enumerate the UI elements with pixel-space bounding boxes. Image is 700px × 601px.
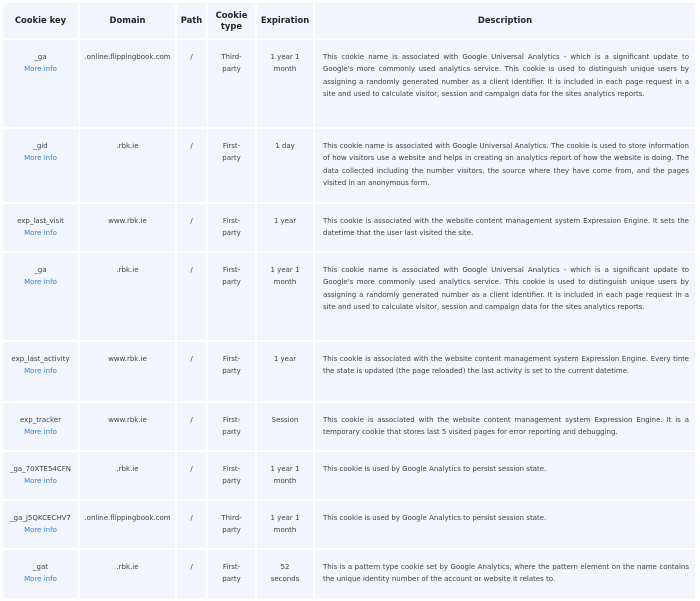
more-info-link[interactable]: More info <box>24 367 57 376</box>
expiration-cell <box>257 403 315 452</box>
expiration-cell <box>257 342 315 403</box>
expiration-cell <box>257 129 315 204</box>
cookie-type-line2: party <box>222 575 241 584</box>
table-row <box>3 342 695 403</box>
cookie-type-cell <box>208 40 257 129</box>
more-info-link[interactable]: More info <box>24 477 57 486</box>
path-cell: / <box>177 403 208 452</box>
expiration-cell <box>257 204 315 253</box>
cookie-key: exp_last_visit <box>17 217 64 225</box>
header-cookie-key: Cookie key <box>3 3 80 40</box>
path-cell: / <box>177 129 208 204</box>
more-info-link[interactable]: More info <box>24 428 57 437</box>
cookie-type-line1: First- <box>222 217 241 225</box>
cookie-type-cell <box>208 452 257 501</box>
table-row <box>3 501 695 550</box>
cookie-type-line1: Third- <box>221 514 242 522</box>
domain-cell: .online.flippingbook.com <box>80 40 177 129</box>
expiration-cell <box>257 501 315 550</box>
cookie-key: _gid <box>33 142 48 150</box>
cookie-type-line1: First- <box>222 266 241 274</box>
expiration-line1: Session <box>271 416 299 424</box>
more-info-link[interactable]: More info <box>24 154 57 163</box>
description-cell: This cookie is associated with the website content management system Expression Engine. Every time the state is updated (the page reloaded) the last activity is set to the current datetime. <box>315 342 695 403</box>
path-cell: / <box>177 342 208 403</box>
cookie-type-line1: First- <box>222 563 241 571</box>
table-row <box>3 550 695 600</box>
cookie-type-line2: party <box>222 229 241 238</box>
cookie-type-line1: Third- <box>221 53 242 61</box>
cookie-key-cell <box>3 501 80 550</box>
path-cell: / <box>177 501 208 550</box>
cookie-type-cell <box>208 403 257 452</box>
more-info-link[interactable]: More info <box>24 229 57 238</box>
cookie-table <box>3 3 695 600</box>
domain-cell: .rbk.ie <box>80 550 177 600</box>
table-row <box>3 204 695 253</box>
expiration-cell <box>257 40 315 129</box>
cookie-key-cell <box>3 550 80 600</box>
description-cell: This cookie name is associated with Google Universal Analytics - which is a significant update to Google's more commonly used analytics service. This cookie is used to distinguish unique users by assigning a randomly generated number as a client identifier. It is included in each page request in a site and used to calculate visitor, session and campaign data for the sites analytics reports. <box>315 40 695 129</box>
domain-cell: .online.flippingbook.com <box>80 501 177 550</box>
expiration-line2: month <box>273 526 297 535</box>
description-cell: This cookie is associated with the website content management system Expression Engine. It sets the datetime that the user last visited the site. <box>315 204 695 253</box>
header-description: Description <box>315 3 695 40</box>
cookie-type-line1: First- <box>222 355 241 363</box>
cookie-type-line2: party <box>222 278 241 287</box>
expiration-line2: month <box>273 65 297 74</box>
domain-cell: .rbk.ie <box>80 253 177 342</box>
expiration-line1: 1 year <box>273 355 297 363</box>
header-domain: Domain <box>80 3 177 40</box>
cookie-type-line2: party <box>222 65 241 74</box>
cookie-key-cell <box>3 253 80 342</box>
cookie-key-cell <box>3 40 80 129</box>
domain-cell: www.rbk.ie <box>80 403 177 452</box>
cookie-key-cell <box>3 403 80 452</box>
cookie-key-cell <box>3 342 80 403</box>
cookie-key: _ga <box>34 53 47 61</box>
path-cell: / <box>177 452 208 501</box>
expiration-cell <box>257 452 315 501</box>
expiration-line1: 1 year 1 <box>270 53 300 61</box>
table-body <box>3 40 695 600</box>
cookie-key-cell <box>3 129 80 204</box>
cookie-key-cell <box>3 204 80 253</box>
expiration-line1: 52 <box>280 563 290 571</box>
cookie-key: _ga <box>34 266 47 274</box>
table-row <box>3 253 695 342</box>
expiration-line2: month <box>273 477 297 486</box>
domain-cell: www.rbk.ie <box>80 342 177 403</box>
cookie-table-container <box>3 3 695 600</box>
cookie-type-line2: party <box>222 367 241 376</box>
cookie-type-line2: party <box>222 154 241 163</box>
cookie-type-cell <box>208 253 257 342</box>
cookie-key: exp_tracker <box>19 416 62 424</box>
cookie-key: exp_last_activity <box>11 355 70 363</box>
description-cell: This is a pattern type cookie set by Google Analytics, where the pattern element on the name contains the unique identity number of the account or website it relates to. <box>315 550 695 600</box>
table-row <box>3 40 695 129</box>
cookie-type-cell <box>208 550 257 600</box>
description-cell: This cookie is used by Google Analytics to persist session state. <box>315 452 695 501</box>
cookie-type-cell <box>208 204 257 253</box>
cookie-type-line2: party <box>222 526 241 535</box>
cookie-type-cell <box>208 342 257 403</box>
expiration-line1: 1 year 1 <box>270 465 300 473</box>
more-info-link[interactable]: More info <box>24 575 57 584</box>
path-cell: / <box>177 253 208 342</box>
description-cell: This cookie name is associated with Google Universal Analytics. The cookie is used to store information of how visitors use a website and helps in creating an analytics report of how the website is doing. The data collected including the number visitors, the source where they have come from, and the pages visited in an anonymous form. <box>315 129 695 204</box>
cookie-type-line1: First- <box>222 465 241 473</box>
more-info-link[interactable]: More info <box>24 65 57 74</box>
expiration-line1: 1 year <box>273 217 297 225</box>
table-row <box>3 129 695 204</box>
more-info-link[interactable]: More info <box>24 526 57 535</box>
cookie-key: _gat <box>33 563 48 571</box>
path-cell: / <box>177 204 208 253</box>
cookie-type-line1: First- <box>222 416 241 424</box>
header-cookie-type <box>208 3 257 40</box>
expiration-line1: 1 year 1 <box>270 514 300 522</box>
expiration-line1: 1 year 1 <box>270 266 300 274</box>
expiration-cell <box>257 550 315 600</box>
description-cell: This cookie is associated with the website content management system Expression Engine. It is a temporary cookie that stores last 5 visited pages for error reporting and debugging. <box>315 403 695 452</box>
header-cookie-type-line2: type <box>220 20 243 31</box>
table-header <box>3 3 695 40</box>
expiration-line1: 1 day <box>275 142 295 150</box>
cookie-type-line2: party <box>222 477 241 486</box>
more-info-link[interactable]: More info <box>24 278 57 287</box>
domain-cell: .rbk.ie <box>80 129 177 204</box>
path-cell: / <box>177 40 208 129</box>
header-row <box>3 3 695 40</box>
cookie-key: _ga_J5QKCECHV7 <box>10 514 71 522</box>
cookie-type-cell <box>208 501 257 550</box>
expiration-line2: month <box>273 278 297 287</box>
cookie-key: _ga_70XTE54CFN <box>9 465 72 473</box>
header-cookie-type-line1: Cookie <box>215 9 248 20</box>
description-cell: This cookie name is associated with Google Universal Analytics - which is a significant update to Google's more commonly used analytics service. This cookie is used to distinguish unique users by assigning a randomly generated number as a client identifier. It is included in each page request in a site and used to calculate visitor, session and campaign data for the sites analytics reports. <box>315 253 695 342</box>
cookie-key-cell <box>3 452 80 501</box>
cookie-type-line1: First- <box>222 142 241 150</box>
table-row <box>3 403 695 452</box>
cookie-type-line2: party <box>222 428 241 437</box>
domain-cell: www.rbk.ie <box>80 204 177 253</box>
description-cell: This cookie is used by Google Analytics to persist session state. <box>315 501 695 550</box>
cookie-type-cell <box>208 129 257 204</box>
domain-cell: .rbk.ie <box>80 452 177 501</box>
table-row <box>3 452 695 501</box>
expiration-line2: seconds <box>270 575 300 584</box>
header-path: Path <box>177 3 208 40</box>
header-expiration: Expiration <box>257 3 315 40</box>
path-cell: / <box>177 550 208 600</box>
expiration-cell <box>257 253 315 342</box>
